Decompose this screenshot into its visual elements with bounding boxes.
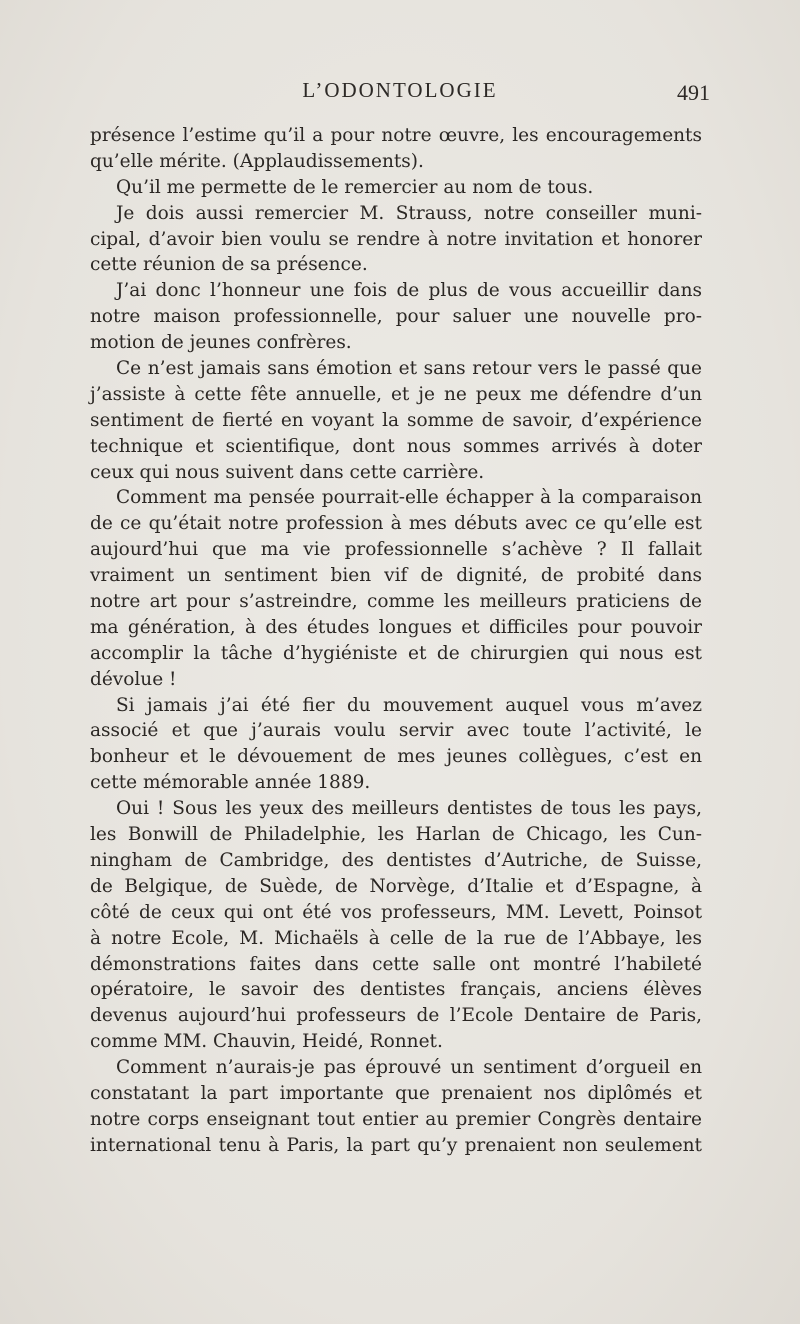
text-line: ceux qui nous suivent dans cette carrière. [90, 461, 485, 483]
text-line: notre corps enseignant tout entier au premier Congrès dentaire [90, 1108, 702, 1130]
text-line: vraiment un sentiment bien vif de dignité, de probité dans [90, 565, 702, 587]
text-line: notre maison professionnelle, pour saluer une nouvelle pro- [90, 306, 702, 328]
page-number: 491 [677, 80, 710, 105]
text-line: démonstrations faites dans cette salle ont montré l’habileté [90, 953, 702, 975]
text-line: Ce n’est jamais sans émotion et sans retour vers le passé que [116, 358, 702, 380]
text-line: devenus aujourd’hui professeurs de l’Ecole Dentaire de Paris, [90, 1005, 702, 1027]
body-text [90, 123, 702, 1159]
text-line: international tenu à Paris, la part qu’y prenaient non seulement [90, 1134, 702, 1156]
text-line: ma génération, à des études longues et difficiles pour pouvoir [90, 616, 702, 638]
text-line: Comment n’aurais-je pas éprouvé un sentiment d’orgueil en [116, 1057, 702, 1079]
text-line: Qu’il me permette de le remercier au nom de tous. [116, 176, 594, 198]
text-line: associé et que j’aurais voulu servir avec toute l’activité, le [90, 720, 702, 742]
text-line: de Belgique, de Suède, de Norvège, d’Italie et d’Espagne, à [90, 875, 702, 897]
text-line: cette mémorable année 1889. [90, 772, 371, 794]
text-line: constatant la part importante que prenaient nos diplômés et [90, 1082, 702, 1104]
text-line: ningham de Cambridge, des dentistes d’Autriche, de Suisse, [90, 849, 702, 871]
text-line: accomplir la tâche d’hygiéniste et de chirurgien qui nous est [90, 642, 702, 664]
text-line: les Bonwill de Philadelphie, les Harlan de Chicago, les Cun- [90, 824, 702, 846]
text-line: dévolue ! [90, 668, 177, 690]
text-line: cette réunion de sa présence. [90, 254, 368, 276]
text-line: J’ai donc l’honneur une fois de plus de vous accueillir dans [116, 280, 702, 302]
text-line: aujourd’hui que ma vie professionnelle s’achève ? Il fallait [90, 539, 702, 561]
text-line: Je dois aussi remercier M. Strauss, notre conseiller muni- [116, 202, 702, 224]
text-line: Oui ! Sous les yeux des meilleurs dentistes de tous les pays, [116, 798, 702, 820]
text-line: sentiment de fierté en voyant la somme de savoir, d’expérience [90, 409, 702, 431]
text-line: motion de jeunes confrères. [90, 332, 352, 354]
text-line: de ce qu’était notre profession à mes débuts avec ce qu’elle est [90, 513, 702, 535]
text-line: comme MM. Chauvin, Heidé, Ronnet. [90, 1031, 443, 1053]
running-head: L’ODONTOLOGIE [302, 78, 498, 102]
text-line: technique et scientifique, dont nous sommes arrivés à doter [90, 435, 702, 457]
text-line: cipal, d’avoir bien voulu se rendre à notre invitation et honorer [90, 228, 702, 250]
text-line: Comment ma pensée pourrait-elle échapper à la comparaison [116, 487, 702, 509]
text-line: j’assiste à cette fête annuelle, et je ne peux me défendre d’un [90, 383, 702, 405]
text-line: qu’elle mérite. (Applaudissements). [90, 150, 424, 172]
text-line: Si jamais j’ai été fier du mouvement auquel vous m’avez [116, 694, 702, 716]
page-header [90, 78, 710, 108]
text-line: bonheur et le dévouement de mes jeunes collègues, c’est en [90, 746, 702, 768]
text-line: côté de ceux qui ont été vos professeurs, MM. Levett, Poinsot [90, 901, 702, 923]
text-line: à notre Ecole, M. Michaëls à celle de la rue de l’Abbaye, les [90, 927, 702, 949]
text-line: présence l’estime qu’il a pour notre œuvre, les encouragements [90, 125, 702, 146]
text-line: notre art pour s’astreindre, comme les meilleurs praticiens de [90, 591, 702, 613]
text-line: opératoire, le savoir des dentistes français, anciens élèves [90, 979, 702, 1001]
